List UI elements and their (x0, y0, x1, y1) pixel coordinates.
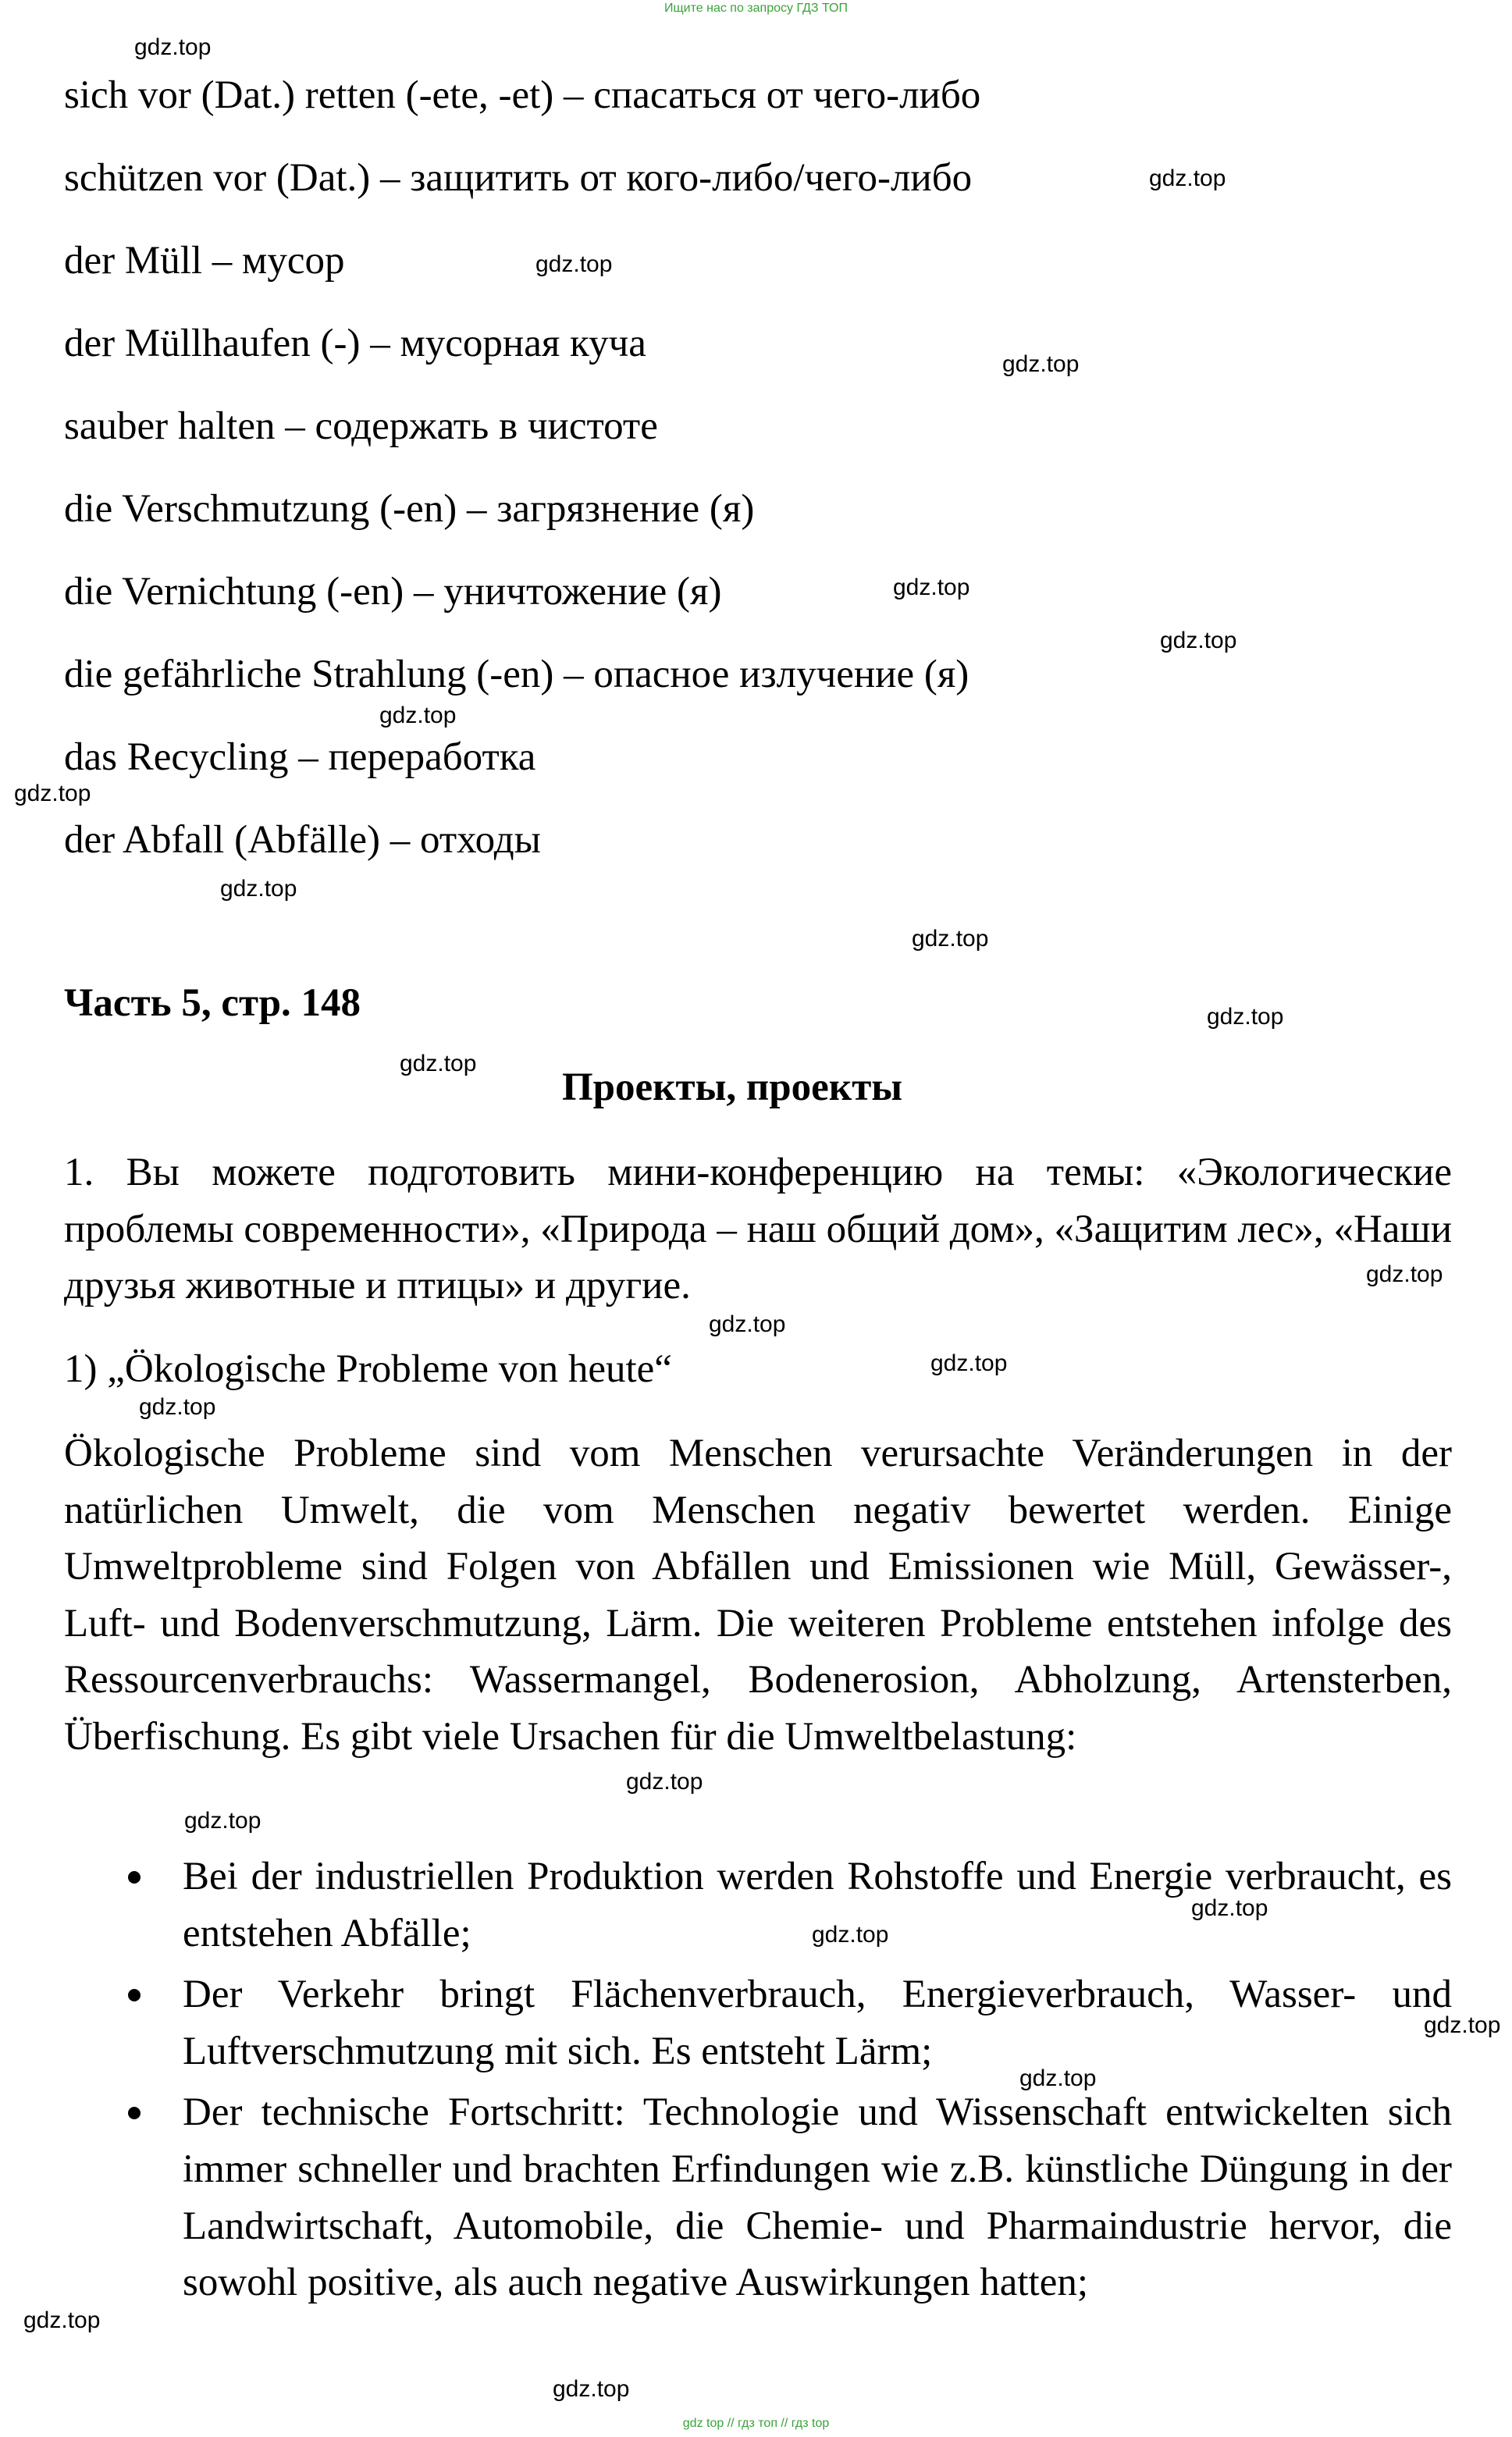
watermark: gdz.top (709, 1311, 786, 1337)
watermark: gdz.top (134, 34, 212, 60)
list-item-text: Bei der industriellen Produktion werden Rohstoffe und Energie verbraucht, es entstehen Abfälle; (183, 1855, 1452, 1955)
watermark: gdz.top (23, 2307, 101, 2333)
watermark: gdz.top (1002, 351, 1080, 377)
topic-title: 1) „Ökologische Probleme von heute“ (64, 1347, 672, 1391)
vocab-line: das Recycling – переработка (64, 735, 536, 779)
list-item-text: Der technische Fortschritt: Technologie und Wissenschaft entwickelten sich immer schneller und brachten Erfindungen wie z.B. künstliche Düngung in der Landwirtschaft, Automobile, die Chemie- und Pharmaindustrie hervor, die sowohl positive, als auch negative Auswirkungen hatten; (183, 2090, 1452, 2305)
watermark: gdz.top (1160, 628, 1237, 653)
watermark: gdz.top (1424, 2012, 1501, 2038)
watermark: gdz.top (1149, 165, 1226, 191)
vocab-line: der Abfall (Abfälle) – отходы (64, 818, 541, 862)
watermark: gdz.top (379, 703, 457, 728)
list-item (117, 2084, 1452, 2311)
task-paragraph: 1. Вы можете подготовить мини-конференцию на темы: «Экологические проблемы современности», «Природа – наш общий дом», «Защитим лес», «Наши друзья животные и птицы» и другие. (64, 1151, 1452, 1308)
vocab-line: sich vor (Dat.) retten (-ete, -et) – спасаться от чего-либо (64, 73, 981, 117)
vocab-line: der Müllhaufen (-) – мусорная куча (64, 322, 646, 365)
watermark: gdz.top (1366, 1261, 1443, 1287)
bullet-icon (128, 1989, 141, 2001)
watermark: gdz.top (220, 876, 297, 902)
bottom-banner: gdz top // гдз топ // гдз top (682, 2417, 830, 2430)
top-banner: Ищите нас по запросу ГДЗ ТОП (664, 2, 848, 15)
watermark: gdz.top (626, 1769, 703, 1795)
vocab-line: die Verschmutzung (-en) – загрязнение (я) (64, 487, 755, 531)
watermark: gdz.top (930, 1350, 1008, 1376)
watermark: gdz.top (139, 1394, 216, 1420)
watermark: gdz.top (400, 1051, 477, 1076)
bullet-icon (128, 1871, 141, 1884)
watermark: gdz.top (912, 926, 989, 952)
watermark: gdz.top (1191, 1895, 1268, 1921)
section-heading: Часть 5, стр. 148 (64, 981, 361, 1025)
body-paragraph: Ökologische Probleme sind vom Menschen verursachte Veränderungen in der natürlichen Umwelt, die vom Menschen negativ bewertet werden. Einige Umweltprobleme sind Folgen von Abfällen und Emissionen wie Müll, Gewässer-, Luft- und Bodenverschmutzung, Lärm. Die weiteren Probleme entstehen infolge des Ressourcenverbrauchs: Wassermangel, Bodenerosion, Abholzung, Artensterben, Überfischung. Es gibt viele Ursachen für die Umweltbelastung: (64, 1432, 1452, 1759)
vocab-line: sauber halten – содержать в чистоте (64, 404, 658, 448)
watermark: gdz.top (1207, 1004, 1284, 1030)
sub-heading: Проекты, проекты (562, 1066, 903, 1109)
watermark: gdz.top (184, 1808, 261, 1834)
watermark: gdz.top (812, 1922, 889, 1948)
list-item-text: Der Verkehr bringt Flächenverbrauch, Energieverbrauch, Wasser- und Luftverschmutzung mit sich. Es entsteht Lärm; (183, 1973, 1452, 2073)
watermark: gdz.top (893, 575, 970, 600)
vocab-line: die gefährliche Strahlung (-en) – опасное излучение (я) (64, 653, 969, 696)
vocab-line: schützen vor (Dat.) – защитить от кого-либо/чего-либо (64, 156, 973, 200)
watermark: gdz.top (14, 781, 91, 806)
watermark: gdz.top (535, 251, 613, 277)
watermark: gdz.top (1019, 2065, 1097, 2091)
watermark: gdz.top (553, 2376, 630, 2402)
vocab-line: die Vernichtung (-en) – уничтожение (я) (64, 570, 722, 614)
vocab-line: der Müll – мусор (64, 239, 345, 283)
bullet-icon (128, 2107, 141, 2119)
list-item (117, 1966, 1452, 2079)
